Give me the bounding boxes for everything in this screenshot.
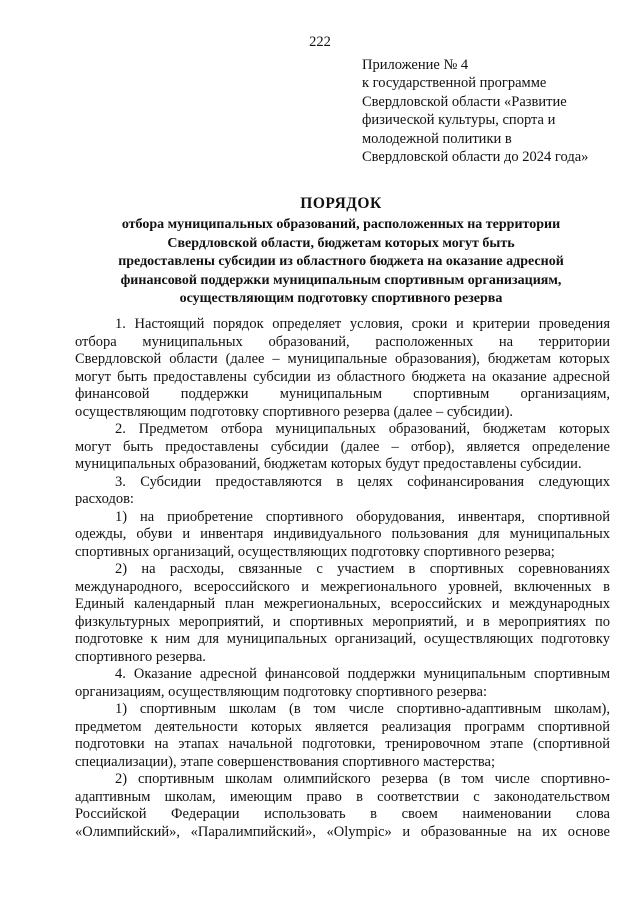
body-text-line: 1) спортивным школам (в том числе спортивно-адаптивным школам), <box>115 701 610 717</box>
appendix-line: молодежной политики в <box>362 130 512 147</box>
document-body <box>75 316 610 841</box>
body-text-line: подготовки на этапах начальной подготовки, тренировочном этапе (спортивной <box>75 736 610 752</box>
body-text-line: 2. Предметом отбора муниципальных образований, бюджетам которых <box>115 421 610 437</box>
body-text-line: спортивных организаций, осуществляющих подготовку спортивного резерва; <box>75 543 555 560</box>
document-title <box>70 194 612 309</box>
body-text-line: организациям, осуществляющим подготовку спортивного резерва: <box>75 683 488 700</box>
body-text-line: подготовке к ним для муниципальных организаций, осуществляющих подготовку <box>75 631 610 647</box>
body-text-line: 1. Настоящий порядок определяет условия, сроки и критерии проведения <box>115 316 610 332</box>
body-text-line: расходов: <box>75 491 134 507</box>
appendix-line: Свердловской области до 2024 года» <box>362 149 589 166</box>
body-text-line: могут быть предоставлены субсидии (далее – отбор), является определение <box>75 438 610 455</box>
body-text-line: 2) спортивным школам олимпийского резерва (в том числе спортивно- <box>115 771 610 787</box>
body-text-line: 1) на приобретение спортивного оборудования, инвентаря, спортивной <box>115 508 610 525</box>
appendix-line: Приложение № 4 <box>362 57 469 73</box>
page-number: 222 <box>309 34 331 50</box>
body-text-line: осуществляющим подготовку спортивного резерва (далее – субсидии). <box>75 403 514 420</box>
body-text-line: могут быть предоставлены субсидии из областного бюджета на оказание адресной <box>75 368 610 385</box>
title-subtitle-line: осуществляющим подготовку спортивного резерва <box>179 291 503 307</box>
body-text-line: адаптивным школам, имеющим право в соответствии с законодательством <box>75 788 610 805</box>
body-text-line: «Олимпийский», «Паралимпийский», «Olympic» и образованные на их основе <box>75 823 610 840</box>
body-text-line: физкультурных мероприятий, и спортивных мероприятий, и в мероприятиях по <box>75 613 610 630</box>
body-text-line: 4. Оказание адресной финансовой поддержки муниципальным спортивным <box>115 666 610 682</box>
title-subtitle-line: предоставлены субсидии из областного бюджета на оказание адресной <box>118 254 564 270</box>
appendix-line: Свердловской области «Развитие <box>362 93 567 110</box>
appendix-header <box>362 56 624 166</box>
appendix-line: к государственной программе <box>362 75 547 92</box>
body-text-line: Свердловской области (далее – муниципальные образования), бюджетам которых <box>75 351 610 367</box>
title-subtitle-line: финансовой поддержки муниципальным спортивным организациям, <box>120 272 562 288</box>
body-text-line: муниципальных образований, бюджетам которых будут предоставлены субсидии. <box>75 456 582 472</box>
title-subtitle-line: Свердловской области, бюджетам которых могут быть <box>167 235 515 251</box>
appendix-line: физической культуры, спорта и <box>362 112 556 129</box>
body-text-line: отбора муниципальных образований, расположенных на территории <box>75 333 610 350</box>
body-text-line: Российской Федерации использовать в своем наименовании слова <box>75 806 610 822</box>
body-text-line: 2) на расходы, связанные с участием в спортивных соревнованиях <box>115 561 610 577</box>
title-subtitle-line: отбора муниципальных образований, расположенных на территории <box>121 217 561 232</box>
body-text-line: одежды, обуви и инвентаря индивидуального пользования для муниципальных <box>75 526 610 542</box>
body-text-line: специализации), этапе совершенствования спортивного мастерства; <box>75 753 495 770</box>
body-text-line: международного, всероссийского и межрегионального уровней, включенных в <box>75 578 610 595</box>
title-heading: ПОРЯДОК <box>300 195 382 212</box>
body-text-line: спортивного резерва. <box>75 648 206 665</box>
body-text-line: предметом деятельности которых является реализация программ спортивной <box>75 718 610 735</box>
body-text-line: 3. Субсидии предоставляются в целях софинансирования следующих <box>115 473 610 490</box>
body-text-line: Единый календарный план межрегиональных, всероссийских и международных <box>75 596 610 612</box>
body-text-line: финансовой поддержки муниципальным спортивным организациям, <box>75 386 610 402</box>
